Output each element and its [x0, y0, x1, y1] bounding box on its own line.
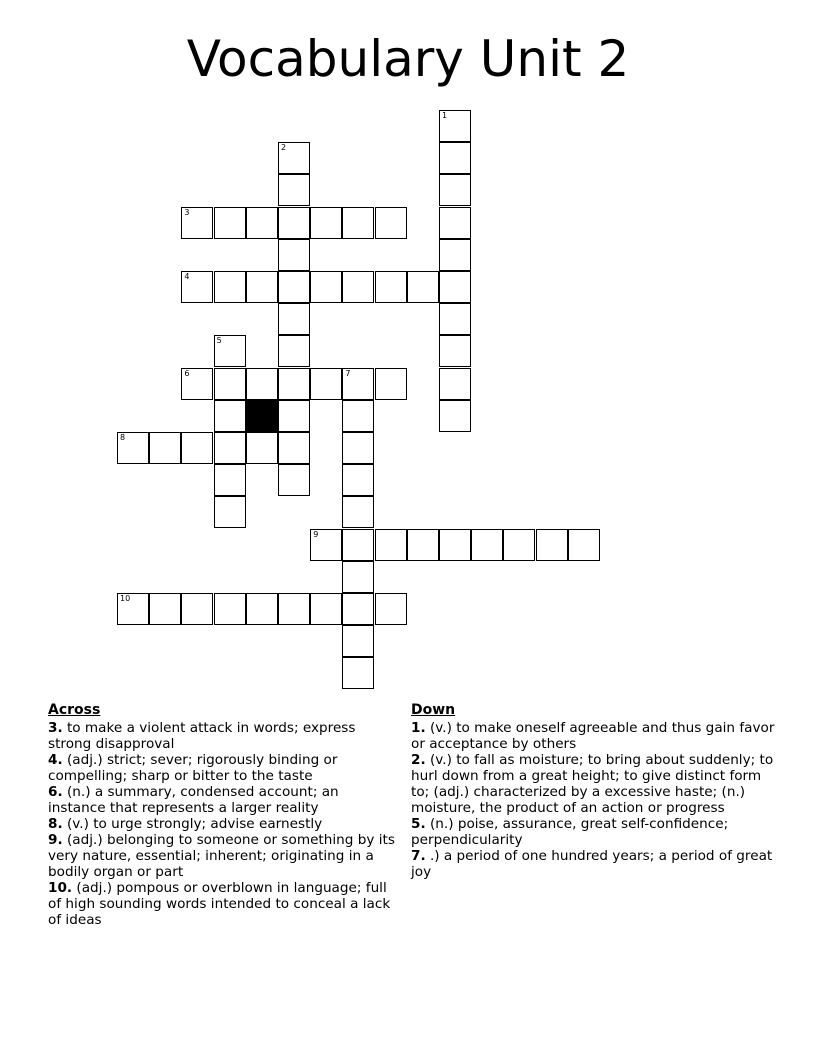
grid-cell[interactable] [342, 593, 374, 625]
grid-cell[interactable] [278, 142, 310, 174]
grid-cell[interactable] [278, 174, 310, 206]
grid-cell[interactable] [439, 335, 471, 367]
grid-cell[interactable] [310, 271, 342, 303]
clue-text: (n.) poise, assurance, great self-confidence; perpendicularity [411, 816, 729, 848]
clue-number: 6. [48, 784, 63, 800]
clue-text: to make a violent attack in words; express strong disapproval [48, 720, 356, 752]
grid-cell[interactable] [117, 593, 149, 625]
grid-cell[interactable] [214, 271, 246, 303]
cell-number: 7 [345, 368, 351, 378]
down-clues [411, 702, 781, 880]
grid-cell[interactable] [214, 368, 246, 400]
cell-number: 3 [184, 207, 190, 217]
grid-cell[interactable] [278, 432, 310, 464]
grid-cell[interactable] [407, 529, 439, 561]
grid-cell[interactable] [342, 561, 374, 593]
grid-cell[interactable] [214, 335, 246, 367]
cell-number: 2 [281, 143, 287, 153]
cell-number: 5 [216, 336, 222, 346]
across-heading: Across [48, 702, 101, 718]
clue-number: 4. [48, 752, 63, 768]
clue-text: (v.) to make oneself agreeable and thus gain favor or acceptance by others [411, 720, 775, 752]
grid-cell[interactable] [536, 529, 568, 561]
grid-cell[interactable] [342, 496, 374, 528]
clue-down-7 [411, 848, 781, 880]
grid-cell[interactable] [278, 368, 310, 400]
grid-cell[interactable] [278, 207, 310, 239]
grid-cell[interactable] [342, 464, 374, 496]
grid-cell[interactable] [439, 303, 471, 335]
grid-cell[interactable] [149, 593, 181, 625]
grid-cell[interactable] [471, 529, 503, 561]
grid-cell[interactable] [214, 207, 246, 239]
grid-cell[interactable] [342, 432, 374, 464]
clue-text: .) a period of one hundred years; a period of great joy [411, 848, 773, 880]
grid-cell[interactable] [278, 271, 310, 303]
grid-cell[interactable] [439, 271, 471, 303]
clue-number: 7. [411, 848, 426, 864]
grid-cell[interactable] [181, 368, 213, 400]
clue-number: 9. [48, 832, 63, 848]
clue-number: 8. [48, 816, 63, 832]
grid-cell[interactable] [310, 368, 342, 400]
clue-down-2 [411, 752, 781, 816]
grid-cell[interactable] [149, 432, 181, 464]
grid-cell[interactable] [439, 400, 471, 432]
clue-number: 10. [48, 880, 73, 896]
cell-number: 6 [184, 368, 190, 378]
grid-cell[interactable] [181, 271, 213, 303]
cell-number: 10 [120, 594, 131, 603]
grid-cell[interactable] [246, 368, 278, 400]
grid-cell[interactable] [278, 400, 310, 432]
grid-cell[interactable] [310, 529, 342, 561]
clue-text: (v.) to urge strongly; advise earnestly [66, 816, 323, 832]
grid-cell[interactable] [278, 335, 310, 367]
grid-cell[interactable] [439, 529, 471, 561]
grid-cell[interactable] [342, 625, 374, 657]
grid-cell[interactable] [375, 593, 407, 625]
clue-text: (adj.) belonging to someone or something by its very nature, essential; inherent; originating in a bodily organ or part [48, 832, 395, 880]
clue-text: (n.) a summary, condensed account; an instance that represents a larger reality [48, 784, 339, 816]
clue-number: 5. [411, 816, 426, 832]
clue-number: 3. [48, 720, 63, 736]
grid-cell[interactable] [246, 271, 278, 303]
grid-cell[interactable] [181, 593, 213, 625]
grid-cell[interactable] [278, 593, 310, 625]
grid-cell[interactable] [214, 432, 246, 464]
grid-cell[interactable] [214, 496, 246, 528]
grid-cell[interactable] [214, 464, 246, 496]
grid-cell[interactable] [214, 593, 246, 625]
clue-text: (adj.) pompous or overblown in language; full of high sounding words intended to conceal a lack of ideas [48, 880, 391, 928]
grid-cell[interactable] [342, 400, 374, 432]
clue-across-10 [48, 880, 400, 928]
puzzle-title: Vocabulary Unit 2 [186, 30, 630, 88]
grid-cell[interactable] [342, 207, 374, 239]
clue-across-3 [48, 720, 400, 752]
grid-cell[interactable] [342, 657, 374, 689]
grid-cell[interactable] [310, 593, 342, 625]
cell-number: 9 [313, 529, 319, 539]
grid-cell[interactable] [310, 207, 342, 239]
grid-cell[interactable] [439, 368, 471, 400]
clue-across-4 [48, 752, 400, 784]
clue-number: 2. [411, 752, 426, 768]
clue-across-8 [48, 816, 400, 832]
grid-cell[interactable] [278, 303, 310, 335]
grid-cell[interactable] [407, 271, 439, 303]
clue-number: 1. [411, 720, 426, 736]
black-square [246, 400, 278, 432]
clue-across-9 [48, 832, 400, 880]
cell-number: 4 [184, 272, 190, 281]
clue-across-6 [48, 784, 400, 816]
grid-cell[interactable] [439, 207, 471, 239]
grid-cell[interactable] [117, 432, 149, 464]
grid-cell[interactable] [342, 271, 374, 303]
grid-cell[interactable] [375, 368, 407, 400]
clue-down-5 [411, 816, 781, 848]
grid-cell[interactable] [342, 529, 374, 561]
grid-cell[interactable] [181, 207, 213, 239]
grid-cell[interactable] [246, 432, 278, 464]
across-clues [48, 702, 400, 928]
down-heading: Down [411, 702, 456, 718]
grid-cell[interactable] [375, 207, 407, 239]
grid-cell[interactable] [503, 529, 535, 561]
grid-cell[interactable] [568, 529, 600, 561]
grid-cell[interactable] [439, 142, 471, 174]
grid-cell[interactable] [181, 432, 213, 464]
cell-number: 1 [442, 111, 448, 120]
grid-cell[interactable] [439, 239, 471, 271]
grid-cell[interactable] [342, 368, 374, 400]
grid-cell[interactable] [375, 529, 407, 561]
grid-cell[interactable] [214, 400, 246, 432]
clue-down-1 [411, 720, 781, 752]
grid-cell[interactable] [246, 207, 278, 239]
grid-cell[interactable] [278, 239, 310, 271]
grid-cell[interactable] [439, 110, 471, 142]
grid-cell[interactable] [375, 271, 407, 303]
grid-cell[interactable] [246, 593, 278, 625]
clue-text: (v.) to fall as moisture; to bring about suddenly; to hurl down from a great height; to give distinct form to; (adj.) characterized by a excessive haste; (n.) moisture, the product of an action or progress [411, 752, 774, 816]
clue-text: (adj.) strict; sever; rigorously binding or compelling; sharp or bitter to the taste [48, 752, 338, 784]
grid-cell[interactable] [278, 464, 310, 496]
grid-cell[interactable] [439, 174, 471, 206]
cell-number: 8 [120, 433, 126, 442]
